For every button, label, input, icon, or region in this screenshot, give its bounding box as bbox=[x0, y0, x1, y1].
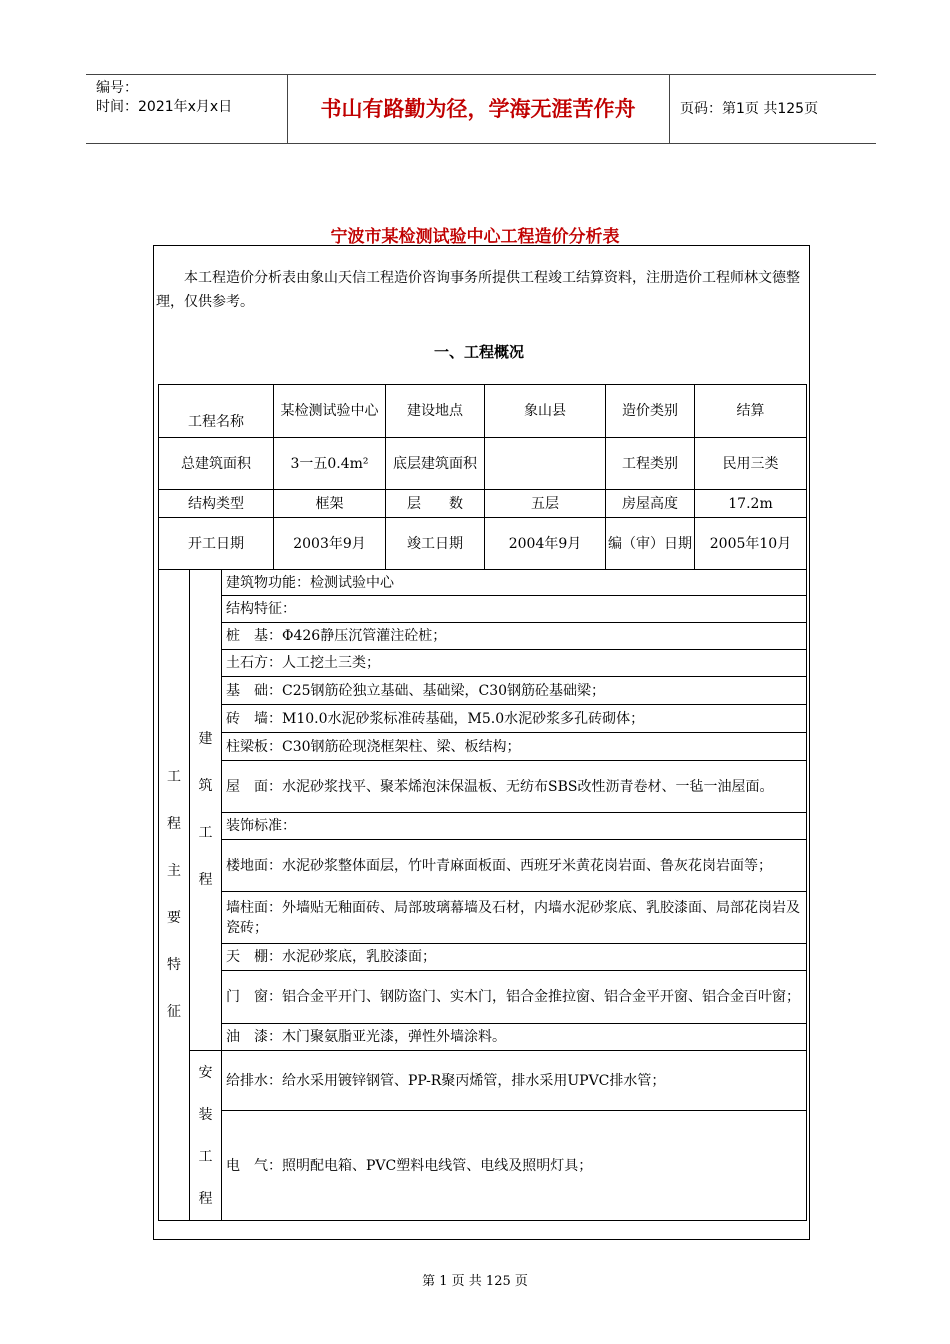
page-footer: 第 1 页 共 125 页 bbox=[422, 1274, 528, 1289]
time-label: 时间：2021年x月x日 bbox=[96, 99, 233, 115]
features-label bbox=[158, 569, 190, 1221]
info-value: 五层 bbox=[484, 489, 606, 518]
section-title: 一、工程概况 bbox=[433, 343, 524, 361]
building-works-label bbox=[189, 569, 222, 1051]
features-char: 要 bbox=[167, 910, 181, 926]
info-label: 工程类别 bbox=[605, 437, 695, 490]
building-char: 筑 bbox=[198, 778, 213, 794]
info-value: 17.2m bbox=[694, 489, 807, 518]
install-char: 安 bbox=[198, 1064, 213, 1081]
info-label: 开工日期 bbox=[158, 517, 274, 570]
building-char: 程 bbox=[198, 872, 213, 888]
info-label: 总建筑面积 bbox=[158, 437, 274, 490]
building-item: 油 漆：木门聚氨脂亚光漆，弹性外墙涂料。 bbox=[221, 1023, 807, 1051]
info-label: 竣工日期 bbox=[385, 517, 485, 570]
info-label: 房屋高度 bbox=[605, 489, 695, 518]
info-value: 2005年10月 bbox=[694, 517, 807, 570]
install-char: 程 bbox=[198, 1190, 213, 1207]
building-item: 结构特征： bbox=[221, 595, 807, 623]
building-char: 工 bbox=[198, 825, 213, 841]
building-item: 墙柱面：外墙贴无釉面砖、局部玻璃幕墙及石材，内墙水泥砂浆底、乳胶漆面、局部花岗岩及瓷砖； bbox=[221, 891, 807, 944]
installation-works-label bbox=[189, 1050, 222, 1221]
page-header bbox=[86, 74, 876, 144]
building-item: 基 础：C25钢筋砼独立基础、基础梁，C30钢筋砼基础梁； bbox=[221, 676, 807, 705]
info-value bbox=[484, 437, 606, 490]
building-item: 柱梁板：C30钢筋砼现浇框架柱、梁、板结构； bbox=[221, 732, 807, 761]
info-label: 工程名称 bbox=[158, 384, 274, 438]
features-char: 工 bbox=[167, 769, 181, 785]
info-value: 2004年9月 bbox=[484, 517, 606, 570]
install-item: 给排水：给水采用镀锌钢管、PP-R聚丙烯管，排水采用UPVC排水管； bbox=[221, 1050, 807, 1111]
install-char: 工 bbox=[198, 1148, 213, 1165]
info-value: 3一五0.4m² bbox=[273, 437, 386, 490]
header-page-number: 页码：第1页 共125页 bbox=[680, 101, 819, 117]
features-char: 程 bbox=[167, 816, 181, 832]
info-label: 造价类别 bbox=[605, 384, 695, 438]
building-char: 建 bbox=[198, 731, 213, 747]
building-item: 土石方：人工挖土三类； bbox=[221, 649, 807, 677]
building-item: 装饰标准： bbox=[221, 812, 807, 840]
features-char: 特 bbox=[167, 957, 181, 973]
building-item: 楼地面：水泥砂浆整体面层，竹叶青麻面板面、西班牙米黄花岗岩面、鲁灰花岗岩面等； bbox=[221, 839, 807, 892]
building-item: 砖 墙：M10.0水泥砂浆标准砖基础，M5.0水泥砂浆多孔砖砌体； bbox=[221, 704, 807, 733]
info-value: 某检测试验中心 bbox=[273, 384, 386, 438]
info-label: 编（审）日期 bbox=[605, 517, 695, 570]
info-label: 建设地点 bbox=[385, 384, 485, 438]
building-item: 桩 基：Φ426静压沉管灌注砼桩； bbox=[221, 622, 807, 650]
install-item: 电 气：照明配电箱、PVC塑料电线管、电线及照明灯具； bbox=[221, 1110, 807, 1221]
features-char: 征 bbox=[167, 1004, 181, 1020]
info-label: 底层建筑面积 bbox=[385, 437, 485, 490]
info-value: 结算 bbox=[694, 384, 807, 438]
document-title: 宁波市某检测试验中心工程造价分析表 bbox=[330, 227, 620, 247]
header-motto: 书山有路勤为径，学海无涯苦作舟 bbox=[320, 97, 636, 121]
building-item: 建筑物功能：检测试验中心 bbox=[221, 569, 807, 596]
number-label: 编号： bbox=[96, 80, 138, 96]
info-value: 框架 bbox=[273, 489, 386, 518]
building-item: 门 窗：铝合金平开门、钢防盗门、实木门，铝合金推拉窗、铝合金平开窗、铝合金百叶窗； bbox=[221, 970, 807, 1024]
info-label: 层 数 bbox=[385, 489, 485, 518]
install-char: 装 bbox=[198, 1106, 213, 1123]
building-item: 天 棚：水泥砂浆底，乳胶漆面； bbox=[221, 943, 807, 971]
info-label: 结构类型 bbox=[158, 489, 274, 518]
info-value: 象山县 bbox=[484, 384, 606, 438]
info-value: 民用三类 bbox=[694, 437, 807, 490]
features-char: 主 bbox=[167, 863, 181, 879]
info-value: 2003年9月 bbox=[273, 517, 386, 570]
header-meta bbox=[96, 79, 232, 117]
intro-paragraph: 本工程造价分析表由象山天信工程造价咨询事务所提供工程竣工结算资料，注册造价工程师林文德整理，仅供参考。 bbox=[156, 270, 800, 310]
building-item: 屋 面：水泥砂浆找平、聚苯烯泡沫保温板、无纺布SBS改性沥青卷材、一毡一油屋面。 bbox=[221, 760, 807, 813]
